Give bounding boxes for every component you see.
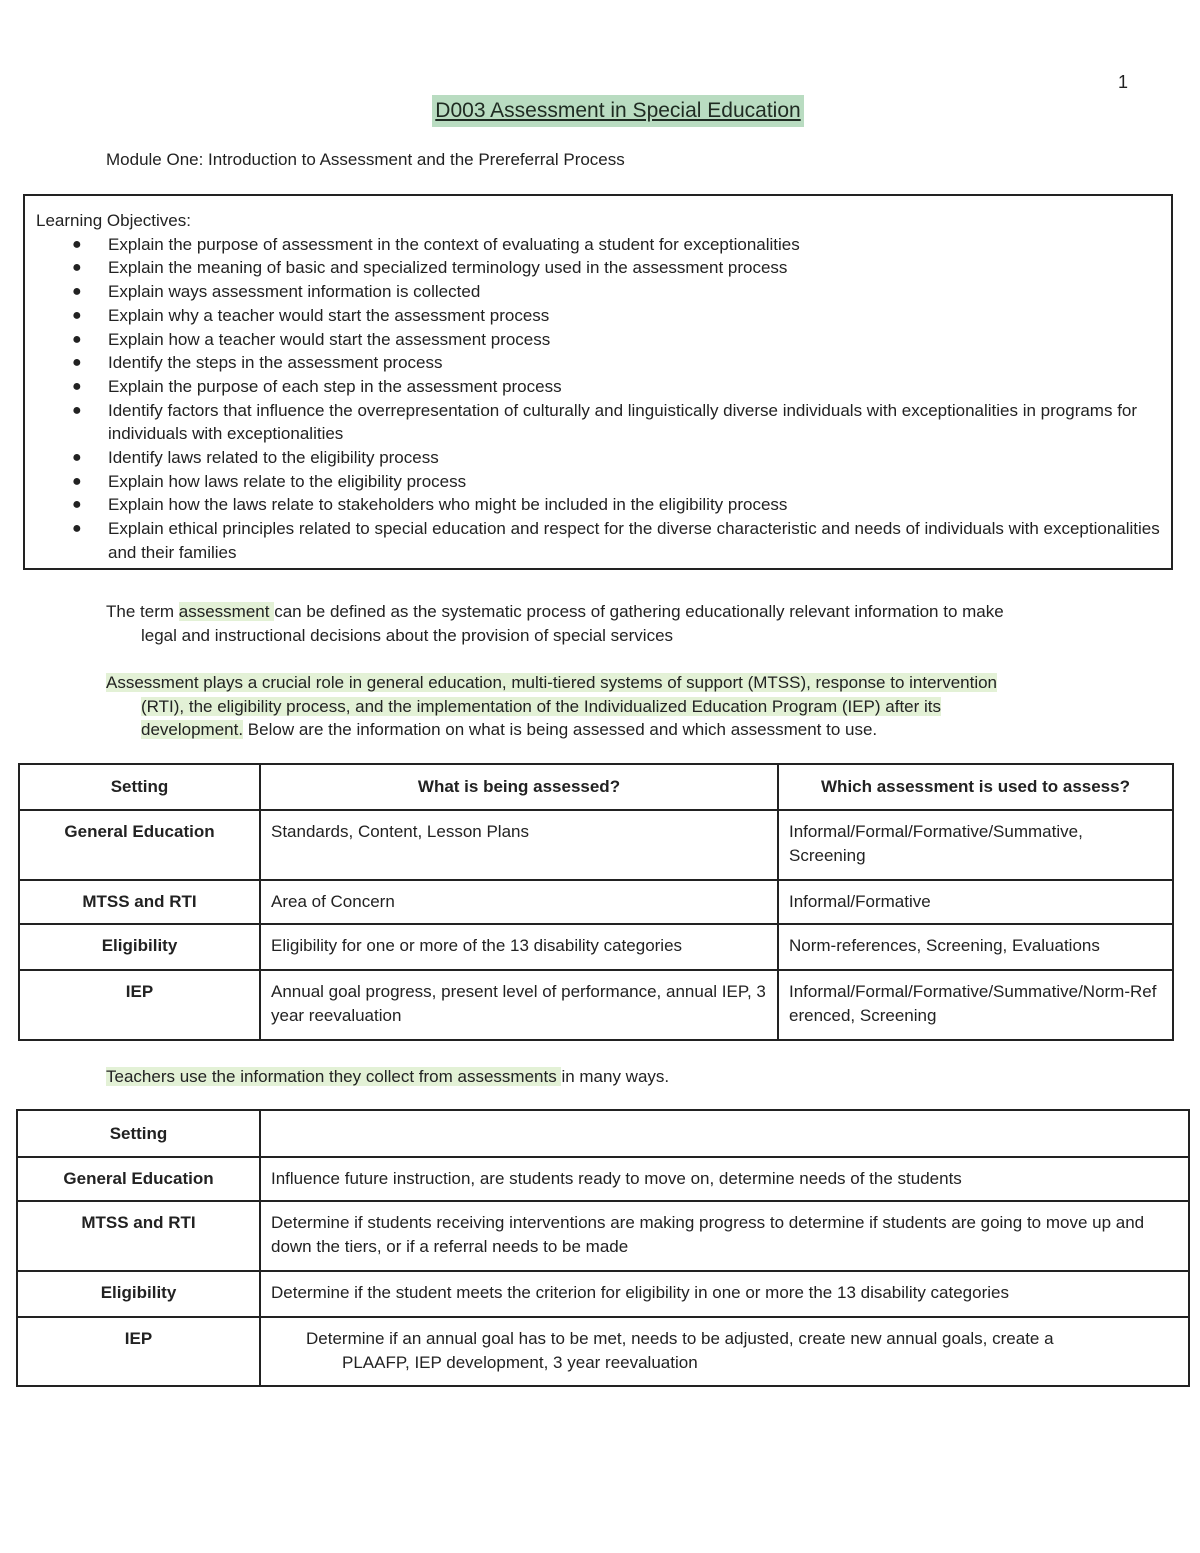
bullet-icon: ● — [72, 259, 82, 277]
column-header: Setting — [19, 764, 260, 810]
module-heading: Module One: Introduction to Assessment and the Prereferral Process — [106, 150, 625, 169]
objective-item: ● Explain ways assessment information is collected — [36, 280, 1161, 304]
table-row: IEP Determine if an annual goal has to be met, needs to be adjusted, create new annual goals, create a PLAAFP, IEP development, 3 year reevaluation — [17, 1317, 1189, 1386]
objective-item: ● Identify factors that influence the overrepresentation of culturally and linguistically diverse individuals with exceptionalities in programs for individuals with exceptionalities — [72, 400, 1138, 444]
bullet-icon: ● — [72, 306, 82, 324]
teachers-use-sentence: Teachers use the information they collect from assessments in many ways. — [106, 1067, 670, 1086]
bullet-icon: ● — [72, 354, 82, 372]
objective-item: ● Explain the purpose of assessment in the context of evaluating a student for exceptionalities — [36, 233, 1161, 257]
objective-item: ● Explain how a teacher would start the assessment process — [36, 328, 1161, 352]
table-row: MTSS and RTI Area of Concern Informal/Formative — [19, 880, 1173, 924]
table-row: General Education Influence future instruction, are students ready to move on, determine needs of the students — [17, 1157, 1189, 1201]
column-header: Setting — [17, 1110, 260, 1157]
table-row: General Education Standards, Content, Lesson Plans Informal/Formal/Formative/Summative, Screening — [19, 810, 1173, 880]
assessment-definition: The term assessment can be defined as the systematic process of gathering educationally relevant information to make legal and instructional decisions about the provision of special services — [106, 602, 1004, 645]
bullet-icon: ● — [72, 330, 82, 348]
column-header: Which assessment is used to assess? — [778, 764, 1173, 810]
column-header: What is being assessed? — [260, 764, 778, 810]
objective-item: ● Explain why a teacher would start the assessment process — [36, 304, 1161, 328]
objective-item: ● Identify laws related to the eligibility process — [36, 446, 1161, 470]
objective-item: ● Identify the steps in the assessment process — [36, 351, 1161, 375]
table-row: Eligibility Eligibility for one or more of the 13 disability categories Norm-references, Screening, Evaluations — [19, 924, 1173, 970]
highlighted-term: assessment — [178, 602, 275, 621]
learning-objectives-box — [23, 194, 1173, 570]
table-row: MTSS and RTI Determine if students receiving interventions are making progress to determine if students are going to move up and down the tiers, or if a referral needs to be made — [17, 1201, 1189, 1271]
assessment-table — [18, 763, 1174, 1041]
bullet-icon: ● — [72, 235, 82, 253]
objective-item: ● Explain how the laws relate to stakeholders who might be included in the eligibility process — [36, 493, 1161, 517]
objectives-list — [36, 233, 1161, 565]
column-header — [260, 1110, 1189, 1157]
objective-item: ● Explain how laws relate to the eligibility process — [36, 470, 1161, 494]
bullet-icon: ● — [72, 401, 82, 419]
table-row: IEP Annual goal progress, present level of performance, annual IEP, 3 year reevaluation Informal/Formal/Formative/Summative/Norm-Referenced, Screening — [19, 970, 1173, 1040]
document-title: D003 Assessment in Special Education — [432, 95, 803, 127]
objective-item: ● Explain the purpose of each step in the assessment process — [36, 375, 1161, 399]
objective-item: ● Explain ethical principles related to special education and respect for the diverse characteristic and needs of individuals with exceptionalities and their families — [72, 519, 1160, 562]
bullet-icon: ● — [72, 496, 82, 514]
objective-item: ● Explain the meaning of basic and specialized terminology used in the assessment process — [36, 256, 1161, 280]
bullet-icon: ● — [72, 377, 82, 395]
bullet-icon: ● — [72, 520, 82, 538]
uses-table — [16, 1109, 1190, 1387]
bullet-icon: ● — [72, 449, 82, 467]
assessment-role-paragraph: Assessment plays a crucial role in general education, multi-tiered systems of support (MTSS), response to intervention (RTI), the eligibility process, and the implementation of the Individualized Education Program (IEP) after its development. Below are the information on what is being assessed and which assessment to use. — [106, 673, 998, 739]
page-number: 1 — [1118, 72, 1129, 92]
bullet-icon: ● — [72, 472, 82, 490]
bullet-icon: ● — [72, 283, 82, 301]
table-row: Eligibility Determine if the student meets the criterion for eligibility in one or more the 13 disability categories — [17, 1271, 1189, 1317]
objectives-heading: Learning Objectives: — [36, 211, 191, 230]
